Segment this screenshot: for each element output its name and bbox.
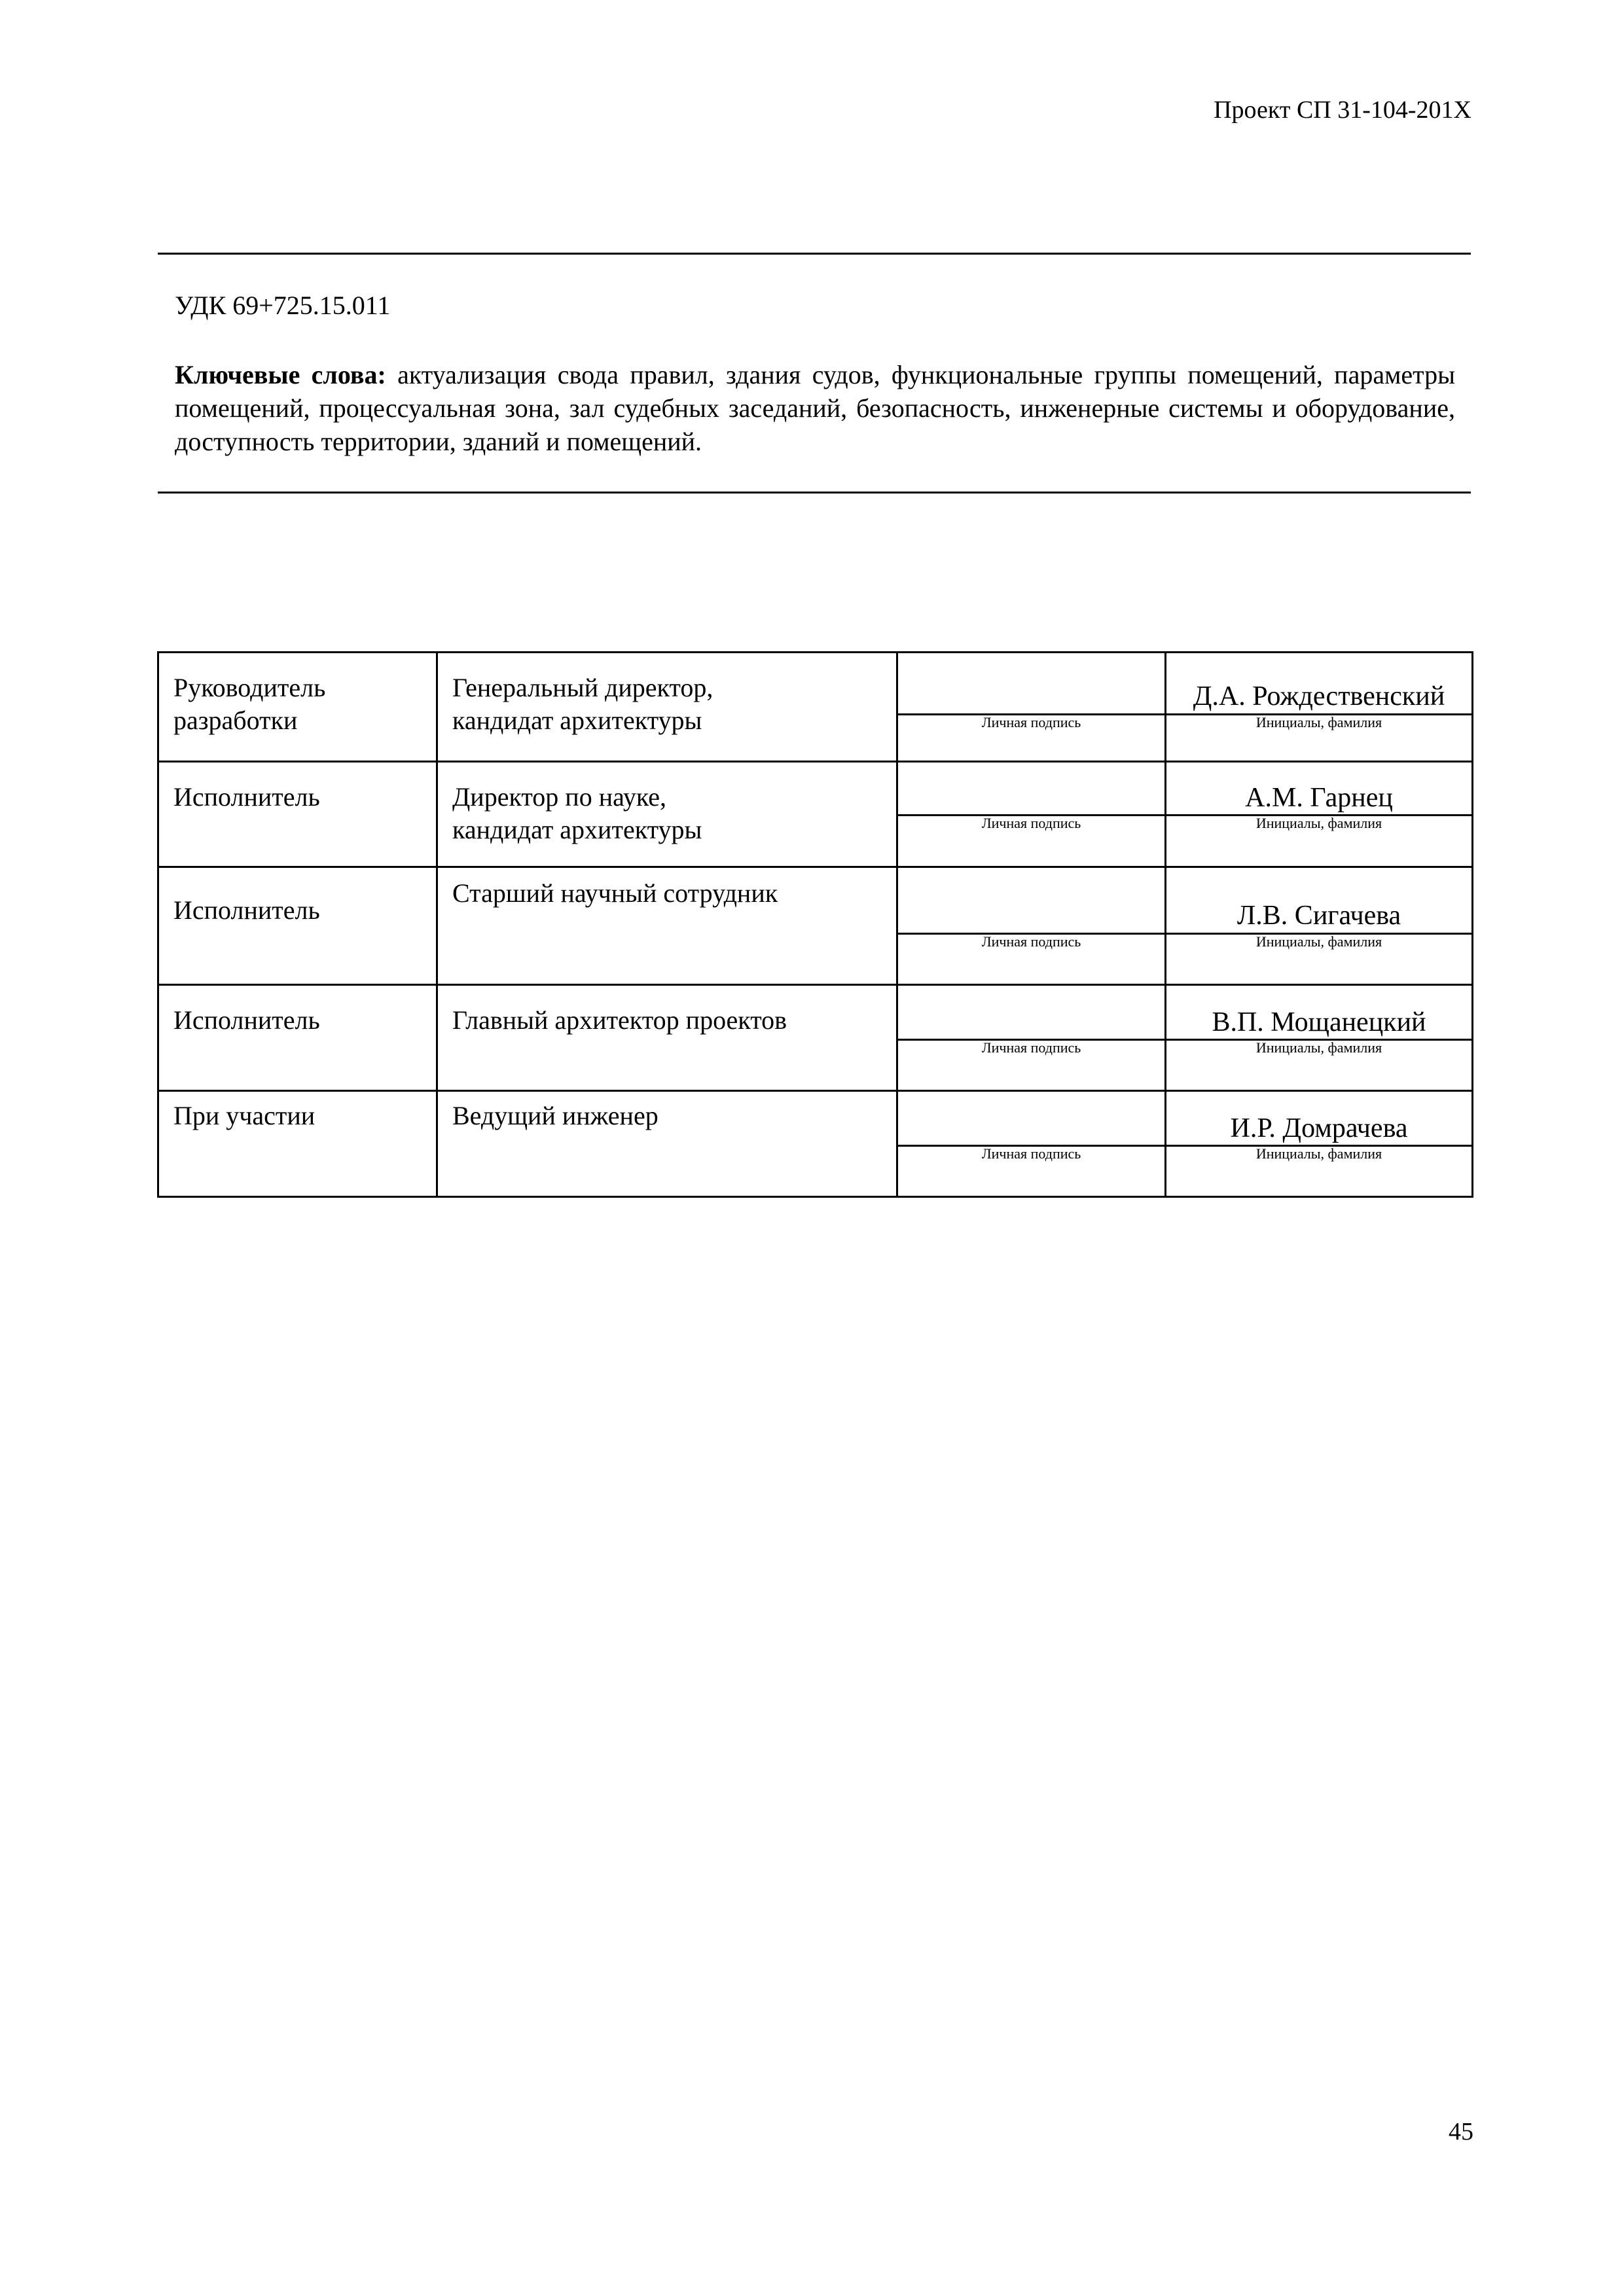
table-row <box>158 1091 1473 1197</box>
name-cell <box>1166 1091 1473 1197</box>
signature-caption: Личная подпись <box>981 933 1081 950</box>
role-text: Исполнитель <box>173 782 320 812</box>
position-text: кандидат архитектуры <box>452 706 702 735</box>
page-number: 45 <box>1449 2118 1473 2145</box>
person-name: И.Р. Домрачева <box>1230 1113 1408 1143</box>
signature-cell <box>897 867 1166 985</box>
name-caption: Инициалы, фамилия <box>1255 714 1382 730</box>
name-cell <box>1166 867 1473 985</box>
person-name: В.П. Мощанецкий <box>1212 1007 1426 1037</box>
top-divider <box>158 253 1471 255</box>
signature-cell <box>897 762 1166 867</box>
position-text: Старший научный сотрудник <box>452 878 778 908</box>
name-caption: Инициалы, фамилия <box>1255 1145 1382 1162</box>
name-cell <box>1166 653 1473 762</box>
position-cell <box>437 762 897 867</box>
role-cell <box>158 762 437 867</box>
table-row <box>158 653 1473 762</box>
document-code: Проект СП 31-104-201X <box>1214 96 1471 124</box>
position-text: кандидат архитектуры <box>452 815 702 844</box>
signature-cell <box>897 653 1166 762</box>
person-name: А.М. Гарнец <box>1245 783 1393 813</box>
position-cell <box>437 867 897 985</box>
person-name: Д.А. Рождественский <box>1193 681 1445 711</box>
role-text: Руководитель <box>173 673 326 702</box>
name-cell <box>1166 762 1473 867</box>
table-row <box>158 762 1473 867</box>
role-cell <box>158 1091 437 1197</box>
position-cell <box>437 1091 897 1197</box>
position-text: Директор по науке, <box>452 782 667 812</box>
role-text: разработки <box>173 706 298 735</box>
role-cell <box>158 867 437 985</box>
name-cell <box>1166 985 1473 1091</box>
position-text: Генеральный директор, <box>452 673 713 702</box>
role-cell <box>158 985 437 1091</box>
table-row <box>158 985 1473 1091</box>
role-text: Исполнитель <box>173 895 320 925</box>
name-caption: Инициалы, фамилия <box>1255 933 1382 950</box>
signature-cell <box>897 985 1166 1091</box>
table-row <box>158 867 1473 985</box>
role-text: Исполнитель <box>173 1005 320 1035</box>
position-text: Ведущий инженер <box>452 1101 659 1130</box>
position-text: Главный архитектор проектов <box>452 1005 787 1035</box>
signature-caption: Личная подпись <box>981 714 1081 730</box>
keywords-paragraph <box>175 358 1455 458</box>
keywords-text: актуализация свода правил, здания судов, функциональные группы помещений, параметры помещений, процессуальная зона, зал судебных заседаний, безопасность, инженерные системы и оборудование, доступность территории, зданий и помещений. <box>175 360 1455 456</box>
authors-table <box>157 651 1473 1198</box>
position-cell <box>437 985 897 1091</box>
signature-caption: Личная подпись <box>981 1039 1081 1056</box>
person-name: Л.В. Сигачева <box>1236 901 1401 931</box>
position-cell <box>437 653 897 762</box>
name-caption: Инициалы, фамилия <box>1255 1039 1382 1056</box>
signature-caption: Личная подпись <box>981 1145 1081 1162</box>
role-text: При участии <box>173 1101 316 1130</box>
role-cell <box>158 653 437 762</box>
name-caption: Инициалы, фамилия <box>1255 815 1382 831</box>
signature-cell <box>897 1091 1166 1197</box>
bottom-divider <box>158 492 1471 493</box>
signature-caption: Личная подпись <box>981 815 1081 831</box>
keywords-label: Ключевые слова: <box>175 360 386 389</box>
udk-code: УДК 69+725.15.011 <box>175 291 391 320</box>
